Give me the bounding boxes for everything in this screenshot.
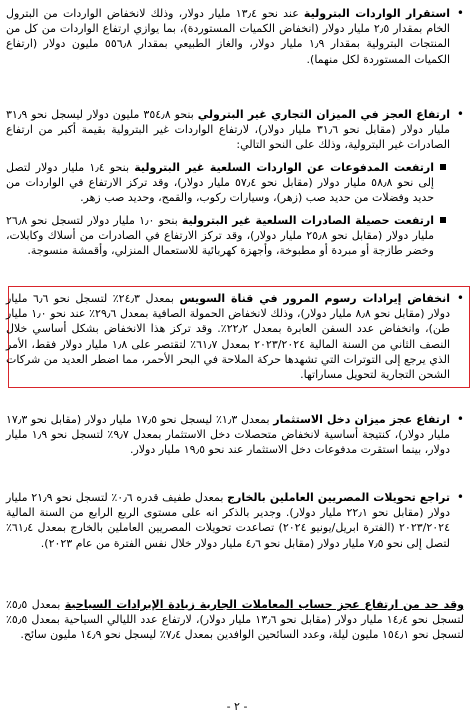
paragraph-lead: وقد حد من ارتفاع عجز حساب المعاملات الجارية زيادة الإيرادات السياحية [64,598,464,611]
paragraph-lead: ارتفعت المدفوعات عن الواردات السلعية غير البترولية [134,161,434,174]
paragraph-investment-income [6,412,464,458]
subparagraph-exports [6,213,446,259]
bullet: • [456,412,464,426]
paragraph-non-petroleum-deficit [6,107,464,153]
paragraph-lead: ارتفاع عجز ميزان دخل الاستثمار [273,413,450,426]
paragraph-lead: تراجع تحويلات المصريين العاملين بالخارج [227,491,450,504]
bullet: • [456,490,464,504]
paragraph-remittances [6,490,464,551]
paragraph-body: بمعدل ٢٤٫٣٪ لتسجل نحو ٦٫٦ مليار دولار (مقابل نحو ٨٫٨ مليار دولار)، وذلك لانخفاض الحمولة الصافية بمعدل ٢٩٫٦٪ عند نحو ١٫٠ مليار طن)، وانخفاض عدد السفن العابرة بمعدل ٢٢٫٢٪. وقد تركز هذا الانخفاض بشكل أساسي خلال النصف الثاني من السنة المالية ٢٠٢٣/٢٠٢٤ بمعدل ٦١٫٧٪ لتقتصر على ١٫٨ مليار دولار فقط، الأمر الذي يرجع إلى التوترات التي تشهدها حركة الملاحة في البحر الأحمر، مما اضطر العديد من شركات الشحن التجارية لتحويل مساراتها. [6,292,451,382]
paragraph-body: بمعدل ١٫٣٪ ليسجل نحو ١٧٫٥ مليار دولار (مقابل نحو ١٧٫٣ مليار دولار)، كنتيجة أساسية لانخفاض متحصلات دخل الاستثمار بمعدل ٩٫٧٪ لتسجل نحو ١٫٩ مليار دولار، بينما استقرت مدفوعات دخل الاستثمار عند نحو ١٩٫٥ مليار دولار. [6,413,451,457]
bullet: • [456,291,464,305]
paragraph-suez-canal [6,291,464,382]
paragraph-lead: انخفاض إيرادات رسوم المرور في قناة السويس [179,292,450,305]
paragraph-lead: ارتفعت حصيلة الصادرات السلعية غير البترولية [181,214,434,227]
paragraph-petroleum-imports [6,6,464,67]
bullet: • [456,107,464,121]
paragraph-lead: استقرار الواردات البترولية [303,7,450,20]
bullet: • [456,6,464,20]
paragraph-lead: ارتفاع العجز في الميزان التجاري غير البترولي [197,108,450,121]
paragraph-body: بنحو ١٫٤ مليار دولار لتصل إلى نحو ٥٨٫٨ مليار دولار (مقابل نحو ٥٧٫٤ مليار دولار)، وقد تركز الارتفاع في الواردات من حديد وفضلات من حديد صب (زهر)، وسيارات ركوب، والقمح، وحديد صب زهر. [6,161,434,205]
square-bullet-icon [440,164,446,170]
subparagraph-imports [6,160,446,206]
paragraph-body: بنحو ٣٥٤٫٨ مليون دولار ليسجل نحو ٣١٫٩ مليار دولار (مقابل نحو ٣١٫٦ مليار دولار)، لارتفاع الواردات غير البترولية بقيمة أكبر من ارتفاع الصادرات غير البترولية، وذلك على النحو التالي: [6,108,451,152]
page-number: - ٢ - [226,700,248,713]
paragraph-tourism [6,597,464,643]
paragraph-body: عند نحو ١٣٫٤ مليار دولار، وذلك لانخفاض الواردات من البترول الخام بمقدار ٢٫٥ مليار دولار (انخفاض الكميات المستوردة)، بما يوازي ارتفاع الواردات من كل من المنتجات البترولية بمقدار ١٫٩ مليار دولار، والغاز الطبيعي بمقدار ٥٥٦٫٨ مليون دولار (ارتفاع الكميات المستوردة لكل منهما). [6,7,450,66]
square-bullet-icon [440,217,446,223]
paragraph-body: بمعدل طفيف قدره ٠٫٦٪ لتسجل نحو ٢١٫٩ مليار دولار (مقابل نحو ٢٢٫١ مليار دولار). وجدير بالذكر انه على مستوى الربع الرابع من السنة المالية ٢٠٢٣/٢٠٢٤ (الفترة ابريل/يونيو ٢٠٢٤) تصاعدت تحويلات المصريين العاملين بالخارج بمعدل ٦١٫٤٪ لتصل إلى نحو ٧٫٥ مليار دولار (مقابل نحو ٤٫٦ مليار دولار خلال نفس الفترة من عام ٢٠٢٣). [6,491,451,550]
paragraph-body: بنحو ١٫٠ مليار دولار لتسجل نحو ٢٦٫٨ مليار دولار (مقابل نحو ٢٥٫٨ مليار دولار)، وقد تركز الارتفاع في الصادرات من أسلاك وكابلات، وخضر طازجة أو مبردة أو مطبوخة، وأجهزة كهربائية للاستعمال المنزلي، وأقمشة منسوجة. [6,214,435,258]
paragraph-body: بمعدل ٥٫٥٪ لتسجل نحو ١٤٫٤ مليار دولار (مقابل نحو ١٣٫٦ مليار دولار)، لارتفاع عدد الليالي السياحية بمعدل ٥٫٥٪ لتسجل نحو ١٥٤٫١ مليون ليلة، وعدد السائحين الوافدين بمعدل ٧٫٤٪ ليسجل نحو ١٤٫٩ مليون سائح. [6,598,464,642]
